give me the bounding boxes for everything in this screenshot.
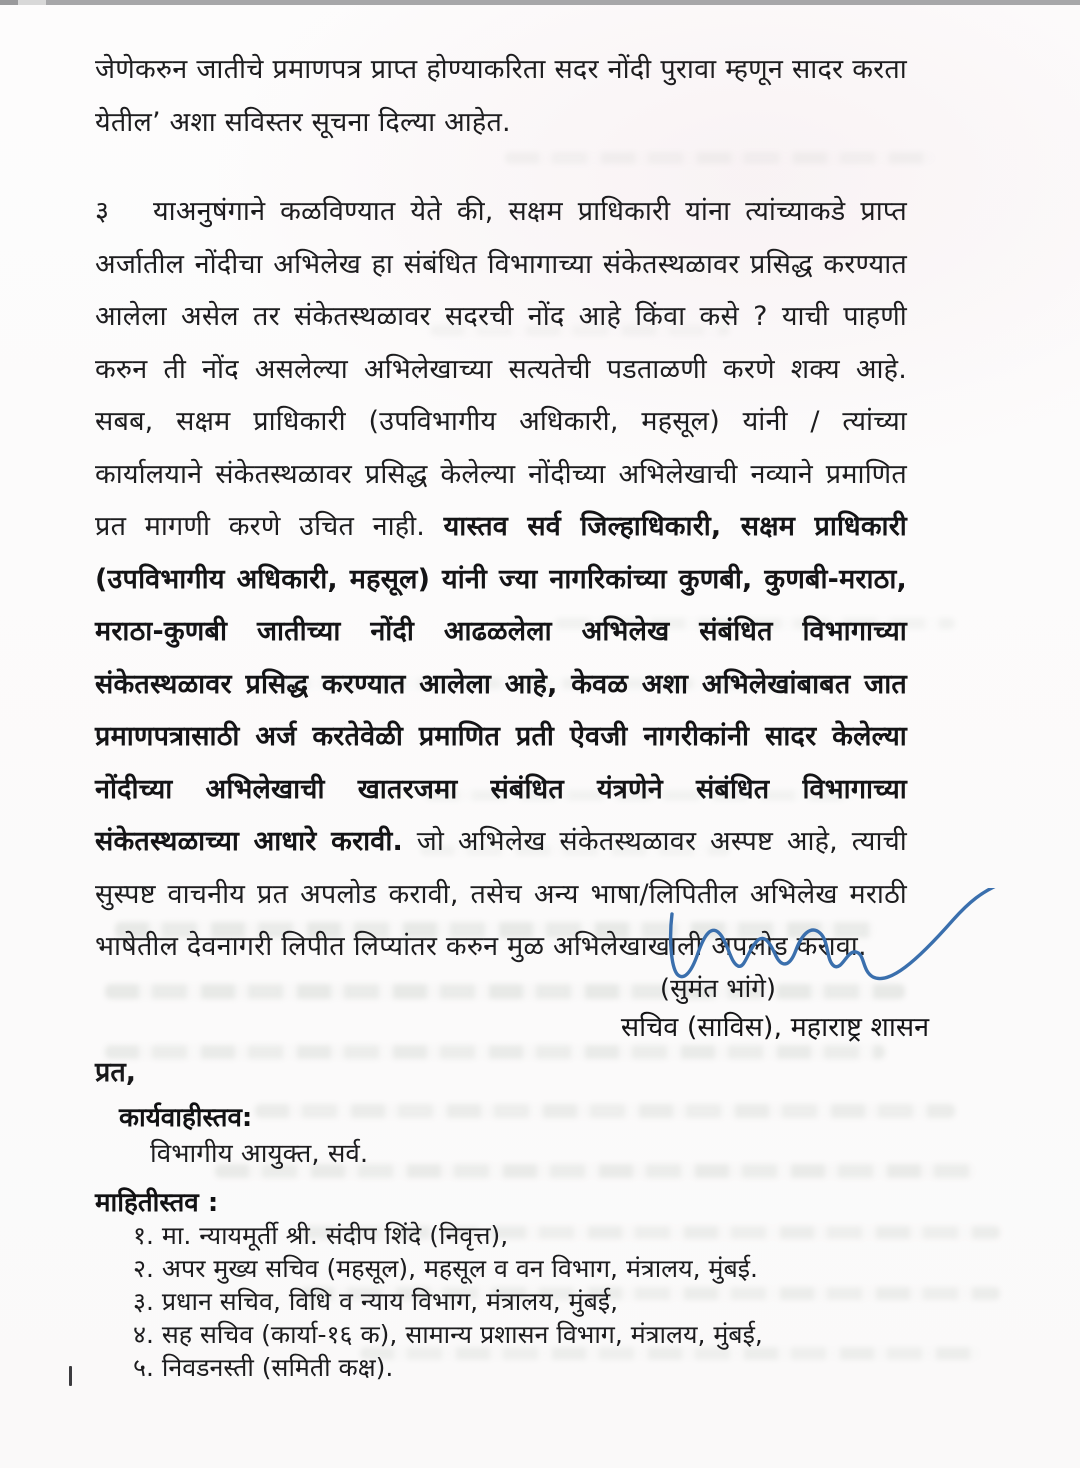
intro-paragraph: जेणेकरुन जातीचे प्रमाणपत्र प्राप्त होण्याकरिता सदर नोंदी पुरावा म्हणून सादर करता येतील’ अशा सविस्तर सूचना दिल्या आहेत.	[95, 54, 907, 138]
signatory-designation: सचिव (साविस), महाराष्ट्र शासन	[620, 1012, 930, 1043]
action-copy-item: विभागीय आयुक्त, सर्व.	[150, 1139, 369, 1169]
info-copy-heading: माहितीस्तव :	[95, 1188, 219, 1218]
stray-pen-mark	[69, 1366, 72, 1386]
paragraph-number: ३	[95, 196, 110, 227]
bleed-through-smudge	[105, 1045, 885, 1059]
paragraph-3-bold-directive: यास्तव सर्व जिल्हाधिकारी, सक्षम प्राधिकारी (उपविभागीय अधिकारी, महसूल) यांनी ज्या नागरिकांच्या कुणबी, कुणबी-मराठा, मराठा-कुणबी जातीच्या नोंदी आढळलेला अभिलेख संबंधित विभागाच्या संकेतस्थळावर प्रसिद्ध करण्यात आलेला आहे, केवळ अशा अभिलेखांबाबत जात प्रमाणपत्रासाठी अर्ज करतेवेळी प्रमाणित प्रती ऐवजी नागरीकांनी सादर केलेल्या नोंदीच्या अभिलेखाची खातरजमा संबंधित यंत्रणेने संबंधित विभागाच्या संकेतस्थळाच्या आधारे करावी.	[95, 511, 907, 857]
letter-body	[95, 44, 907, 974]
paragraph-3	[95, 186, 907, 974]
list-item: १. मा. न्यायमूर्ती श्री. संदीप शिंदे (निवृत्त),	[133, 1221, 509, 1250]
paragraph-3-text-end: जो अभिलेख संकेतस्थळावर अस्पष्ट आहे, त्याची सुस्पष्ट वाचनीय प्रत अपलोड करावी, तसेच अन्य भाषा/लिपितील अभिलेख मराठी भाषेतील देवनागरी लिपीत लिप्यांतर करुन मुळ अभिलेखाखाली अपलोड करावा.	[95, 826, 907, 962]
bleed-through-smudge	[255, 1104, 955, 1118]
signatory-name: (सुमंत भांगे)	[659, 974, 777, 1004]
action-copy-heading: कार्यवाहीस्तव:	[119, 1103, 253, 1133]
copy-label: प्रत,	[95, 1057, 137, 1088]
paragraph-3-text: याअनुषंगाने कळविण्यात येते की, सक्षम प्राधिकारी यांना त्यांच्याकडे प्राप्त अर्जातील नोंदीचा अभिलेख हा संबंधित विभागाच्या संकेतस्थळावर प्रसिद्ध करण्यात आलेला असेल तर संकेतस्थळावर सदरची नोंद आहे किंवा कसे ? याची पाहणी करुन ती नोंद असलेल्या अभिलेखाच्या सत्यतेची पडताळणी करणे शक्य आहे. सबब, सक्षम प्राधिकारी (उपविभागीय अधिकारी, महसूल) यांनी / त्यांच्या कार्यालयाने संकेतस्थळावर प्रसिद्ध केलेल्या नोंदीच्या अभिलेखाची नव्याने प्रमाणित प्रत मागणी करणे उचित नाही.	[95, 196, 907, 542]
list-item: ३. प्रधान सचिव, विधि व न्याय विभाग, मंत्रालय, मुंबई,	[133, 1287, 619, 1316]
info-copy-list	[133, 1219, 763, 1384]
scan-top-edge	[0, 0, 1080, 5]
list-item: ४. सह सचिव (कार्या-१६ क), सामान्य प्रशासन विभाग, मंत्रालय, मुंबई,	[133, 1320, 763, 1349]
list-item: २. अपर मुख्य सचिव (महसूल), महसूल व वन विभाग, मंत्रालय, मुंबई.	[133, 1254, 758, 1283]
list-item: ५. निवडनस्ती (समिती कक्ष).	[133, 1353, 394, 1382]
